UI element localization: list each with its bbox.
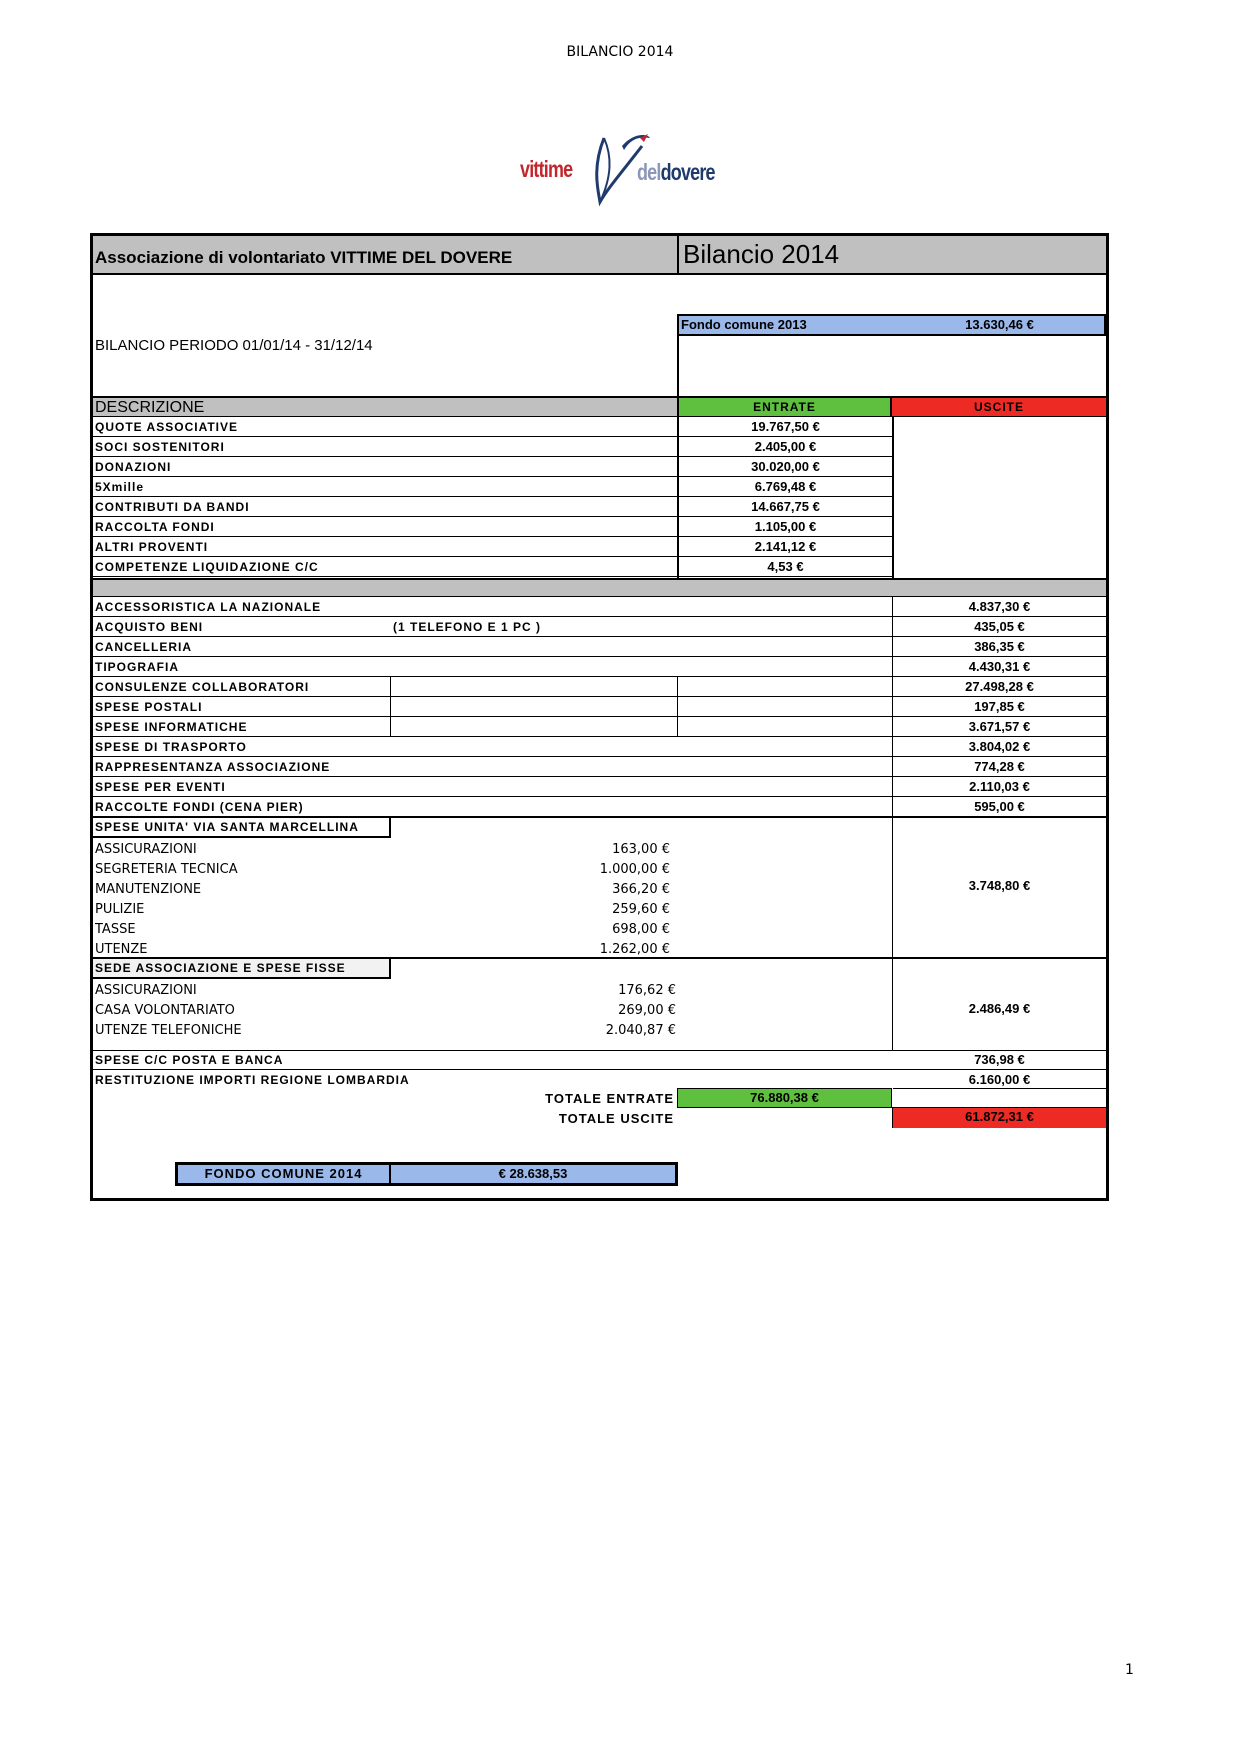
uscite-row-line [93, 696, 1106, 697]
sede-item-label: ASSICURAZIONI [95, 983, 197, 998]
uscite-col-line [390, 677, 391, 697]
uscite-row-line [93, 676, 1106, 677]
totale-uscite-value: 61.872,31 € [892, 1108, 1106, 1128]
unita-item-label: UTENZE [95, 942, 148, 957]
fondo-left-vline [677, 336, 679, 396]
entrate-row-label: QUOTE ASSOCIATIVE [95, 420, 239, 434]
fondo-2014-value: € 28.638,53 [498, 1166, 568, 1181]
unita-item-value: 259,60 € [612, 902, 670, 917]
entrate-row-line [93, 436, 892, 437]
extra-line-1 [93, 1069, 1106, 1070]
uscite-row-value: 386,35 € [974, 639, 1025, 654]
uscite-row-label: SPESE DI TRASPORTO [95, 740, 247, 754]
totale-entrate-label: TOTALE ENTRATE [545, 1091, 674, 1106]
uscite-row-value: 595,00 € [974, 799, 1025, 814]
unita-item-label: ASSICURAZIONI [95, 842, 197, 857]
uscite-row-value: 3.804,02 € [968, 739, 1031, 754]
logo-text-vittime: vittime [520, 156, 573, 182]
sede-item-value: 176,62 € [618, 983, 676, 998]
page-number: 1 [1125, 1662, 1134, 1678]
unita-item-value: 1.000,00 € [599, 862, 670, 877]
uscite-col-line [390, 717, 391, 737]
col-entrate: ENTRATE [677, 398, 892, 417]
unita-item-label: MANUTENZIONE [95, 882, 202, 897]
uscite-row-line [93, 656, 1106, 657]
logo-text-deldovere [637, 159, 715, 186]
uscite-row-line [93, 816, 1106, 817]
uscite-row-value: 4.837,30 € [968, 599, 1031, 614]
entrate-row-label: DONAZIONI [95, 460, 172, 474]
unita-item-value: 163,00 € [612, 842, 670, 857]
totale-entrate-empty [892, 1088, 1106, 1108]
uscite-row-line [93, 796, 1106, 797]
entrate-row-value: 14.667,75 € [751, 499, 820, 514]
sede-item-value: 269,00 € [618, 1003, 676, 1018]
uscite-row-label: CANCELLERIA [95, 640, 192, 654]
uscite-row-value: 27.498,28 € [965, 679, 1034, 694]
col-descrizione: DESCRIZIONE [93, 398, 677, 417]
title-divider [677, 236, 679, 274]
unita-total: 3.748,80 € [968, 878, 1031, 893]
entrate-left-vline [677, 417, 679, 578]
sede-item-value: 2.040,87 € [605, 1023, 676, 1038]
uscite-row-value: 435,05 € [974, 619, 1025, 634]
extra-label-2: RESTITUZIONE IMPORTI REGIONE LOMBARDIA [95, 1073, 410, 1087]
entrate-right-border [892, 417, 894, 578]
entrate-row-line [93, 536, 892, 537]
entrate-row-value: 19.767,50 € [751, 419, 820, 434]
uscite-row-line [93, 616, 1106, 617]
uscite-row-value: 2.110,03 € [969, 779, 1030, 794]
uscite-row-value: 3.671,57 € [968, 719, 1031, 734]
uscite-row-label: SPESE PER EVENTI [95, 780, 226, 794]
extra-label-1: SPESE C/C POSTA E BANCA [95, 1053, 284, 1067]
entrate-row-label: SOCI SOSTENITORI [95, 440, 225, 454]
uscite-col-line [677, 717, 678, 737]
unita-title: SPESE UNITA' VIA SANTA MARCELLINA [93, 818, 391, 838]
entrate-row-value: 30.020,00 € [751, 459, 820, 474]
sede-title: SEDE ASSOCIAZIONE E SPESE FISSE [93, 959, 391, 979]
unita-item-value: 366,20 € [612, 882, 670, 897]
entrate-row-line [93, 516, 892, 517]
unita-item-value: 1.262,00 € [599, 942, 670, 957]
sede-item-label: UTENZE TELEFONICHE [95, 1023, 242, 1038]
uscite-row-label: RAPPRESENTANZA ASSOCIAZIONE [95, 760, 331, 774]
logo-text-del: del [637, 159, 661, 185]
uscite-col-line [677, 677, 678, 697]
entrate-row-value: 4,53 € [767, 559, 804, 574]
uscite-row-line [93, 636, 1106, 637]
uscite-row-line [93, 736, 1106, 737]
uscite-right-vline [892, 597, 893, 817]
entrate-row-value: 6.769,48 € [754, 479, 817, 494]
uscite-row-label: ACQUISTO BENI [95, 620, 204, 634]
uscite-row-label: CONSULENZE COLLABORATORI [95, 680, 310, 694]
uscite-row-line [93, 776, 1106, 777]
extra-value-1: 736,98 € [974, 1052, 1025, 1067]
fondo-2013-value: 13.630,46 € [965, 317, 1034, 332]
uscite-row-line [93, 716, 1106, 717]
uscite-col-line [390, 697, 391, 717]
uscite-col-line [677, 697, 678, 717]
extra-value-2: 6.160,00 € [968, 1072, 1031, 1087]
fondo-2013-label: Fondo comune 2013 [681, 317, 807, 332]
vittime-del-dovere-logo [520, 128, 730, 208]
entrate-row-label: RACCOLTA FONDI [95, 520, 215, 534]
header-bottom-line [93, 416, 1106, 417]
uscite-row-value: 774,28 € [974, 759, 1025, 774]
entrate-row-label: CONTRIBUTI DA BANDI [95, 500, 250, 514]
page-title: Associazione di volontariato VITTIME DEL DOVERE [95, 248, 513, 267]
entrate-row-line [93, 556, 892, 557]
totale-entrate-value: 76.880,38 € [677, 1088, 892, 1108]
entrate-row-label: ALTRI PROVENTI [95, 540, 209, 554]
uscite-row-value: 4.430,31 € [968, 659, 1031, 674]
entrate-row-value: 1.105,00 € [754, 519, 817, 534]
entrate-row-line [93, 476, 892, 477]
unita-item-label: SEGRETERIA TECNICA [95, 862, 238, 877]
unita-item-value: 698,00 € [612, 922, 670, 937]
totale-uscite-label: TOTALE USCITE [558, 1111, 674, 1126]
entrate-row-line [93, 576, 892, 577]
uscite-row-note: (1 TELEFONO E 1 PC ) [393, 620, 542, 634]
col-uscite: USCITE [892, 398, 1106, 417]
uscite-row-value: 197,85 € [974, 699, 1025, 714]
unita-item-label: PULIZIE [95, 902, 145, 917]
uscite-row-label: RACCOLTE FONDI (CENA PIER) [95, 800, 304, 814]
sede-total: 2.486,49 € [968, 1001, 1031, 1016]
entrate-row-label: COMPETENZE LIQUIDAZIONE C/C [95, 560, 319, 574]
uscite-row-label: TIPOGRAFIA [95, 660, 179, 674]
uscite-row-label: ACCESSORISTICA LA NAZIONALE [95, 600, 322, 614]
fondo-2014-label: FONDO COMUNE 2014 [204, 1166, 363, 1181]
page-header: BILANCIO 2014 [566, 44, 674, 60]
entrate-row-line [93, 456, 892, 457]
unita-item-label: TASSE [95, 922, 136, 937]
title-underline [93, 273, 1106, 275]
uscite-row-label: SPESE POSTALI [95, 700, 203, 714]
entrate-row-label: 5Xmille [95, 480, 145, 494]
entrate-row-value: 2.405,00 € [754, 439, 817, 454]
period-label: BILANCIO PERIODO 01/01/14 - 31/12/14 [95, 337, 373, 354]
uscite-row-label: SPESE INFORMATICHE [95, 720, 248, 734]
bilancio-title: Bilancio 2014 [683, 239, 840, 269]
logo-text-dovere: dovere [660, 159, 715, 185]
section-separator [93, 578, 1106, 597]
entrate-row-line [93, 496, 892, 497]
uscite-row-line [93, 756, 1106, 757]
entrate-row-value: 2.141,12 € [754, 539, 817, 554]
sede-item-label: CASA VOLONTARIATO [95, 1003, 235, 1018]
